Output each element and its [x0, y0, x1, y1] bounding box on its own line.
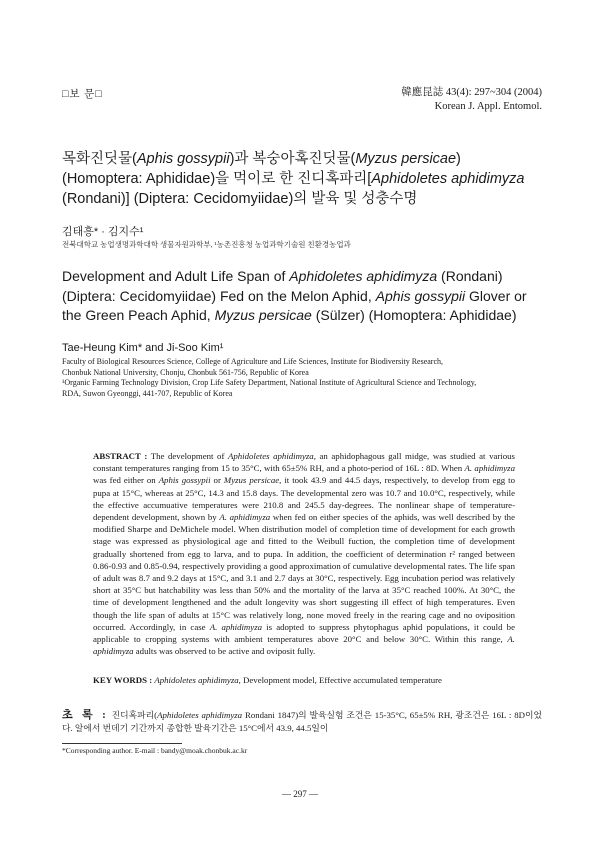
korean-abstract-text: 진디혹파리(	[108, 710, 158, 720]
abstract-species: A. aphidimyza	[464, 463, 515, 474]
abstract-text: , it took 43.9 and 44.5 days, respectively, to develop from egg to pupa at 15°C, whereas at 25°C, 14.3 and 15.8 days. The developmental zero was 10.7 and 10.0°C, respectively, while the effective accumuative temperatures were 210.8 and 245.5 day-degrees. The nonlinear shape of temperature-dependent development, shown by	[93, 475, 516, 523]
english-title-part: Glover or the Green Peach Aphid,	[62, 287, 527, 323]
abstract	[93, 450, 515, 657]
abstract-species: A. aphidimyza	[93, 634, 515, 657]
abstract-text: , an aphidophagous gall midge, was studied at various constant temperatures ranging from 15 to 35°C, with 65±5% RH, and a photo-period of 16L : 8D. When	[93, 451, 515, 474]
korean-affiliation: 전북대학교 농업생명과학대학 생물자원과학부, ¹농촌진흥청 농업과학기술원 친환경농업과	[62, 240, 351, 249]
korean-abstract-species: Aphidoletes aphidimyza	[157, 710, 243, 720]
abstract-text: when fed on either species of the aphids, was well described by the modified Sharpe and DeMichele model. When distribution model of completion time of development for each growth stage was expressed as physiological age and fitted to the Weibull fuction, the completion time of development gradually shortened from egg to larva, and to pupa. In addition, the coefficient of determination r² ranged between 0.86-0.93 and 0.85-0.94, respectively providing a good approximation of cumulative developmental rates. The life span of adult was 8.7 and 9.2 days at 15°C, and 3.1 and 2.7 days at 30°C, respectively. Egg incubation period was relatively short at 35°C but hatchability was less than 50% and the mortality of the larva at 35°C reached 100%. At 30°C, the time of development lengthened and the adult longevity was short suggesting ill effect of high temperatures. Even though the life span of adults at 15°C was relatively long, none moved freely in the rearing cage and no oviposition occurred. Accordingly, in case	[93, 512, 515, 632]
korean-title-part: ) (Homoptera: Aphididae)을 먹이로 한 진디혹파리[	[62, 151, 461, 187]
abstract-text: is adopted to suppress phytophagus aphid populations, it could be applicable to cropping systems with ambient temperatures above 20°C and below 30°C. Within this range,	[93, 621, 515, 645]
korean-abstract-text: Rondani 1847)의 발육실험 조건은 15-35°C, 65±5% RH, 광조건은 16L : 8D이었다. 알에서 번데기 기간까지 종합한 발육기간은 15°C에서 43.9, 44.5일이	[62, 710, 542, 733]
english-title-part: (Rondani) (Diptera: Cecidomyiidae) Fed on the Melon Aphid,	[62, 268, 503, 304]
korean-abstract	[62, 709, 542, 735]
affiliation-line: Faculty of Biological Resources Science, College of Agriculture and Life Sciences, Institute for Biodiversity Research,	[62, 357, 444, 366]
korean-title	[62, 149, 542, 209]
abstract-species: A. aphidimyza	[209, 621, 263, 632]
keywords-label: KEY WORDS :	[93, 675, 153, 685]
abstract-text: or	[210, 475, 224, 486]
korean-title-part: )과 복숭아혹진딧물(	[229, 151, 356, 167]
journal-name-english: Korean J. Appl. Entomol.	[434, 101, 542, 112]
keywords-species: Aphidoletes aphidimyza	[154, 675, 239, 685]
corresponding-author-footnote: *Corresponding author. E-mail : bandy@moak.chonbuk.ac.kr	[62, 746, 248, 755]
affiliation-line: ¹Organic Farming Technology Division, Crop Life Safety Department, National Institute of Agricultural Science and Technology,	[62, 378, 477, 387]
english-authors: Tae-Heung Kim* and Ji-Soo Kim¹	[62, 342, 224, 354]
korean-abstract-label: 초 록 :	[62, 709, 109, 721]
korean-title-part: (Rondani)] (Diptera: Cecidomyiidae)의 발육 및 성충수명	[62, 191, 418, 207]
journal-citation-korean: 韓應昆誌 43(4): 297~304 (2004)	[401, 87, 542, 98]
affiliation-line: Chonbuk National University, Chonju, Chonbuk 561-756, Republic of Korea	[62, 367, 309, 377]
english-title-species: Aphis gossypii	[375, 287, 466, 304]
keywords	[93, 675, 515, 685]
abstract-text: adults was observed to be active and oviposit fully.	[133, 646, 316, 657]
abstract-species: Aphis gossypii	[158, 475, 211, 486]
affiliation-line: RDA, Suwon Gyeonggi, 441-707, Republic of Korea	[62, 388, 233, 398]
abstract-label: ABSTRACT :	[93, 451, 148, 461]
page-number: — 297 —	[282, 789, 318, 799]
korean-title-part: 목화진딧물(	[62, 151, 137, 167]
abstract-text: The development of	[147, 451, 228, 461]
korean-title-species: Myzus persicae	[355, 151, 457, 167]
korean-title-species: Aphidoletes aphidimyza	[371, 171, 525, 187]
english-affiliation	[62, 357, 542, 399]
section-label: □보 문□	[62, 89, 103, 100]
english-title-part: Development and Adult Life Span of	[62, 268, 290, 284]
english-title-species: Myzus persicae	[214, 307, 312, 323]
abstract-text: was fed either on	[93, 475, 159, 486]
english-title-part: (Sülzer) (Homoptera: Aphididae)	[311, 307, 517, 323]
korean-authors: 김태흥* · 김지수¹	[62, 226, 144, 238]
english-title	[62, 267, 542, 326]
korean-title-species: Aphis gossypii	[136, 151, 230, 167]
english-title-species: Aphidoletes aphidimyza	[289, 268, 438, 284]
journal-reference	[401, 86, 542, 114]
keywords-text: , Development model, Effective accumulated temperature	[238, 675, 442, 685]
footnote-divider	[62, 743, 182, 744]
abstract-species: Myzus persicae	[223, 475, 280, 486]
abstract-species: Aphidoletes aphidimyza	[227, 451, 314, 461]
abstract-species: A. aphidimyza	[219, 512, 271, 523]
